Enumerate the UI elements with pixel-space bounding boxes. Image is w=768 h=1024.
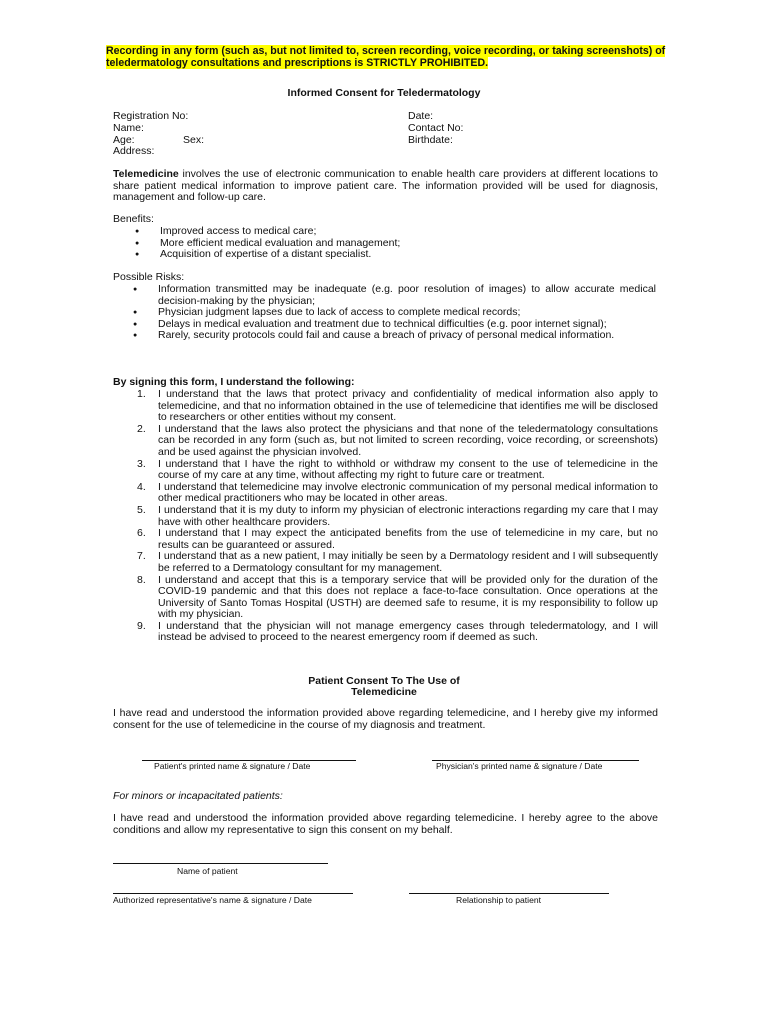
registration-label: Registration No: (113, 110, 189, 122)
risks-heading: Possible Risks: (113, 271, 185, 283)
benefits-list (113, 226, 658, 261)
list-item: 5. I understand that it is my duty to inform my physician of electronic interactions regarding my care that I may have with other healthcare providers. (137, 503, 658, 528)
list-item: ● Physician judgment lapses due to lack of access to complete medical records; (111, 307, 656, 319)
list-item-text: I understand that telemedicine may involve electronic communication of my personal medical information to other medical practitioners who may be located in other areas. (158, 480, 658, 505)
list-item-text: I understand that the laws also protect the physicians and that none of the teledermatology consultations can be recorded in any form (such as, but not limited to screen recording, voice recording, or screenshots) and be used against the physician involved. (158, 422, 658, 458)
contact-label: Contact No: (408, 122, 464, 134)
name-label: Name: (113, 122, 144, 134)
understand-list (113, 389, 658, 644)
physician-signature-caption: Physician's printed name & signature / Date (436, 761, 603, 771)
list-item-text: I understand that as a new patient, I may initially be seen by a Dermatology resident and I will subsequently be referred to a Dermatology consultant for my management. (158, 550, 658, 574)
address-label: Address: (113, 145, 155, 157)
list-item-text: I understand that the laws that protect privacy and confidentiality of medical information also apply to telemedicine, and that no information obtained in the use of telemedicine that identifies me will be disclosed to researchers or other entities without my consent. (158, 388, 658, 424)
patient-consent-title-line1: Patient Consent To The Use of (308, 675, 460, 687)
intro-paragraph (113, 169, 658, 204)
sex-label: Sex: (183, 134, 205, 146)
list-item: ● Information transmitted may be inadequate (e.g. poor resolution of images) to allow accurate medical decision-making by the physician; (111, 284, 656, 307)
list-item: ● Acquisition of expertise of a distant specialist. (113, 249, 658, 261)
list-item: 4. I understand that telemedicine may involve electronic communication of my personal medical information to other medical practitioners who may be located in other areas. (137, 480, 658, 505)
minors-heading: For minors or incapacitated patients: (113, 790, 283, 802)
understand-heading: By signing this form, I understand the following: (113, 376, 355, 388)
warning-text: Recording in any form (such as, but not limited to, screen recording, voice recording, or taking screenshots) of teledermatology consultations and prescriptions is STRICTLY PROHIBITED. (106, 45, 666, 69)
list-item-text: I understand that I have the right to withhold or withdraw my consent to the use of telemedicine in the course of my care at any time, without affecting my right to future care or treatment. (158, 457, 658, 482)
date-label: Date: (408, 110, 434, 122)
list-item: ● More efficient medical evaluation and management; (113, 238, 658, 250)
list-item: ● Delays in medical evaluation and treatment due to technical difficulties (e.g. poor internet signal); (111, 319, 656, 331)
list-item: 6. I understand that I may expect the anticipated benefits from the use of telemedicine in my care, but no results can be guaranteed or assured. (137, 527, 658, 551)
form-title: Informed Consent for Teledermatology (287, 87, 481, 99)
intro-text: involves the use of electronic communication to enable health care providers at different locations to share patient medical information to improve patient care. The information provided will be used for diagnosis, management and follow-up care. (113, 168, 658, 204)
birthdate-label: Birthdate: (408, 134, 453, 146)
list-item: 7. I understand that as a new patient, I may initially be seen by a Dermatology resident and I will subsequently be referred to a Dermatology consultant for my management. (137, 550, 658, 574)
minors-text: I have read and understood the information provided above regarding telemedicine. I hereby agree to the above conditions and allow my representative to sign this consent on my behalf. (113, 812, 658, 836)
list-item-text: I understand and accept that this is a temporary service that will be provided only for the duration of the COVID-19 pandemic and that this does not replace a face-to-face consultation. Once operations at the University of Santo Tomas Hospital (USTH) are deemed safe to resume, it is my responsibility to follow up with my physician. (158, 573, 658, 621)
recording-warning (106, 46, 666, 70)
list-item: 1. I understand that the laws that protect privacy and confidentiality of medical information also apply to telemedicine, and that no information obtained in the use of telemedicine that identifies me will be disclosed to researchers or other entities without my consent. (137, 388, 658, 424)
patient-name-caption: Name of patient (177, 866, 238, 876)
list-item: 8. I understand and accept that this is a temporary service that will be provided only for the duration of the COVID-19 pandemic and that this does not replace a face-to-face consultation. Once operations at the University of Santo Tomas Hospital (USTH) are deemed safe to resume, it is my responsibility to follow up with my physician. (137, 573, 658, 621)
patient-consent-title-line2: Telemedicine (351, 686, 417, 698)
patient-signature-caption: Patient's printed name & signature / Date (154, 761, 311, 771)
representative-signature-line (113, 893, 353, 894)
list-item: ● Rarely, security protocols could fail and cause a breach of privacy of personal medical information. (111, 330, 656, 342)
benefits-heading: Benefits: (113, 213, 154, 225)
patient-consent-text: I have read and understood the information provided above regarding telemedicine, and I hereby give my informed consent for the use of telemedicine in the course of my diagnosis and treatment. (113, 707, 658, 731)
list-item-text: I understand that it is my duty to inform my physician of electronic interactions regarding my care that I may have with other healthcare providers. (158, 503, 658, 528)
intro-term: Telemedicine (113, 168, 179, 180)
patient-name-line (113, 863, 328, 864)
list-item: ● Improved access to medical care; (113, 226, 658, 238)
list-item-text: I understand that the physician will not manage emergency cases through teledermatology, and I will instead be advised to proceed to the nearest emergency room if deemed as such. (158, 619, 658, 644)
age-label: Age: (113, 134, 135, 146)
list-item: 2. I understand that the laws also protect the physicians and that none of the teledermatology consultations can be recorded in any form (such as, but not limited to screen recording, voice recording, or screenshots) and be used against the physician involved. (137, 422, 658, 458)
list-item: 3. I understand that I have the right to withhold or withdraw my consent to the use of telemedicine in the course of my care at any time, without affecting my right to future care or treatment. (137, 457, 658, 482)
representative-signature-caption: Authorized representative's name & signature / Date (113, 895, 312, 905)
relationship-line (409, 893, 609, 894)
relationship-caption: Relationship to patient (456, 895, 542, 905)
risks-list (111, 284, 656, 342)
list-item: 9. I understand that the physician will not manage emergency cases through teledermatology, and I will instead be advised to proceed to the nearest emergency room if deemed as such. (137, 619, 658, 644)
list-item-text: I understand that I may expect the anticipated benefits from the use of telemedicine in my care, but no results can be guaranteed or assured. (158, 527, 658, 551)
